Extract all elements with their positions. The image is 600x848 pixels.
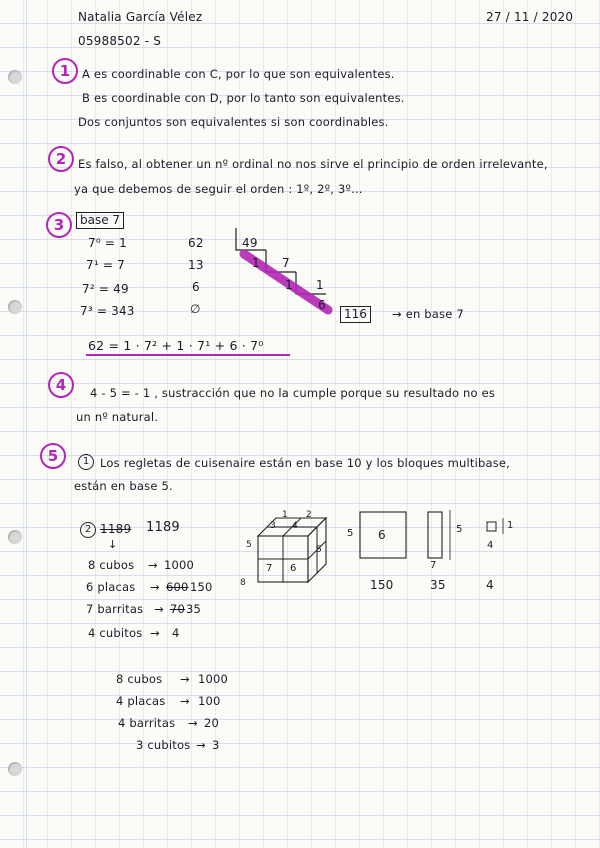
bar-value: 35	[430, 578, 446, 592]
bar-bottom: 7	[430, 560, 437, 571]
divisor-1: 1	[316, 278, 324, 292]
q1-line2: B es coordinable con D, por lo tanto son equivalentes.	[82, 91, 405, 105]
value-6: 6	[192, 280, 200, 294]
q5-line1: Los regletas de cuisenaire están en base 10 y los bloques multibase,	[100, 456, 511, 470]
cube-label: 8	[240, 578, 246, 588]
q1-line3: Dos conjuntos son equivalentes si son coordinables.	[78, 115, 389, 129]
quotient-1b: 1	[285, 278, 293, 292]
q2-line1: Es falso, al obtener un nº ordinal no nos sirve el principio de orden irrelevante,	[78, 157, 548, 171]
power-3: 7³ = 343	[80, 304, 135, 318]
value-empty: ∅	[190, 302, 201, 316]
cube-label: 6	[290, 563, 297, 574]
power-2: 7² = 49	[82, 282, 129, 296]
power-1: 7¹ = 7	[86, 258, 125, 272]
base-7-title: base 7	[76, 212, 124, 229]
question-1-number: 1	[52, 58, 78, 84]
value-13: 13	[188, 258, 204, 272]
divisor-49: 49	[242, 236, 258, 250]
unit-bottom: 4	[487, 540, 494, 551]
power-0: 7⁰ = 1	[88, 236, 127, 250]
unit-side: 1	[507, 520, 514, 531]
q4-line2: un nº natural.	[76, 410, 159, 424]
question-3-number: 3	[46, 212, 72, 238]
q5-line2: están en base 5.	[74, 479, 173, 493]
divisor-7: 7	[282, 256, 290, 270]
sub2-value: 1189	[146, 520, 180, 535]
student-name: Natalia García Vélez	[78, 10, 203, 24]
cube-label: 5	[246, 540, 252, 550]
quotient-1a: 1	[252, 256, 260, 270]
expansion-formula: 62 = 1 · 7² + 1 · 7¹ + 6 · 7⁰	[88, 338, 264, 353]
value-62: 62	[188, 236, 204, 250]
notebook-page: Natalia García Vélez 27 / 11 / 2020 05988502 - S 1 A es coordinable con C, por lo que son equivalentes. B es coordinable con D, por lo tanto son equivalentes. Dos conjuntos son equivalentes si son coordinables. 2 Es falso, al obtener un nº ordinal no nos sirve el principio de orden irrelevante, ya que debemos de seguir el orden : 1º, 2º, 3º... 3 base 7 7⁰ = 1 7¹ = 7 7² = 49 7³ = 343 62 13 6 ∅ 49 7 1 1 1 6 116 → en base 7 62 = 1 · 7² + 1 · 7¹ + 6 · 7⁰ 4 4 - 5 = - 1 , sustracción que no la cumple porque su resultado no es un nº natural. 5 1 Los regletas de cuisenaire están en base 10 y los bloques multibase, están en base 5. 2 1189 1189 ↓ 8 cubos → 1000 6 placas → 600 150 7 barritas → 70 35 4 cubitos → 4 8 cubos → 1000 4 placas → 100 4 barritas → 20 3 cubitos → 3 1 2 3 4 5 5 7 6 8 6 5 150 5 7 35 1 4 4	[0, 0, 600, 848]
plate-side: 5	[347, 528, 354, 539]
question-2-number: 2	[48, 146, 74, 172]
unit-value: 4	[486, 578, 494, 592]
plate-value: 150	[370, 578, 394, 592]
bar-rectangle	[428, 512, 442, 558]
quotient-6: 6	[318, 298, 326, 312]
arrow-down: ↓	[108, 538, 118, 551]
q5-sub2-number: 2	[80, 522, 96, 538]
q4-line1: 4 - 5 = - 1 , sustracción que no la cumple porque su resultado no es	[90, 386, 496, 400]
question-4-number: 4	[48, 372, 74, 398]
cube-label: 2	[306, 510, 312, 520]
cube-label: 5	[316, 545, 322, 555]
result-label: → en base 7	[392, 307, 464, 321]
date: 27 / 11 / 2020	[486, 10, 574, 24]
bar-side: 5	[456, 524, 463, 535]
q5-sub1-number: 1	[78, 454, 94, 470]
q2-line2: ya que debemos de seguir el orden : 1º, 2º, 3º...	[74, 182, 363, 196]
unit-cube	[487, 522, 496, 531]
question-5-number: 5	[40, 443, 66, 469]
student-id: 05988502 - S	[78, 34, 162, 48]
plate-label: 6	[378, 528, 386, 542]
result-116: 116	[340, 306, 371, 323]
cube-label: 3	[270, 521, 276, 531]
cube-label: 7	[266, 563, 273, 574]
sub2-strike-value: 1189	[100, 522, 132, 536]
cube-label: 4	[292, 521, 298, 531]
q1-line1: A es coordinable con C, por lo que son equivalentes.	[82, 67, 395, 81]
cube-label: 1	[282, 510, 288, 520]
